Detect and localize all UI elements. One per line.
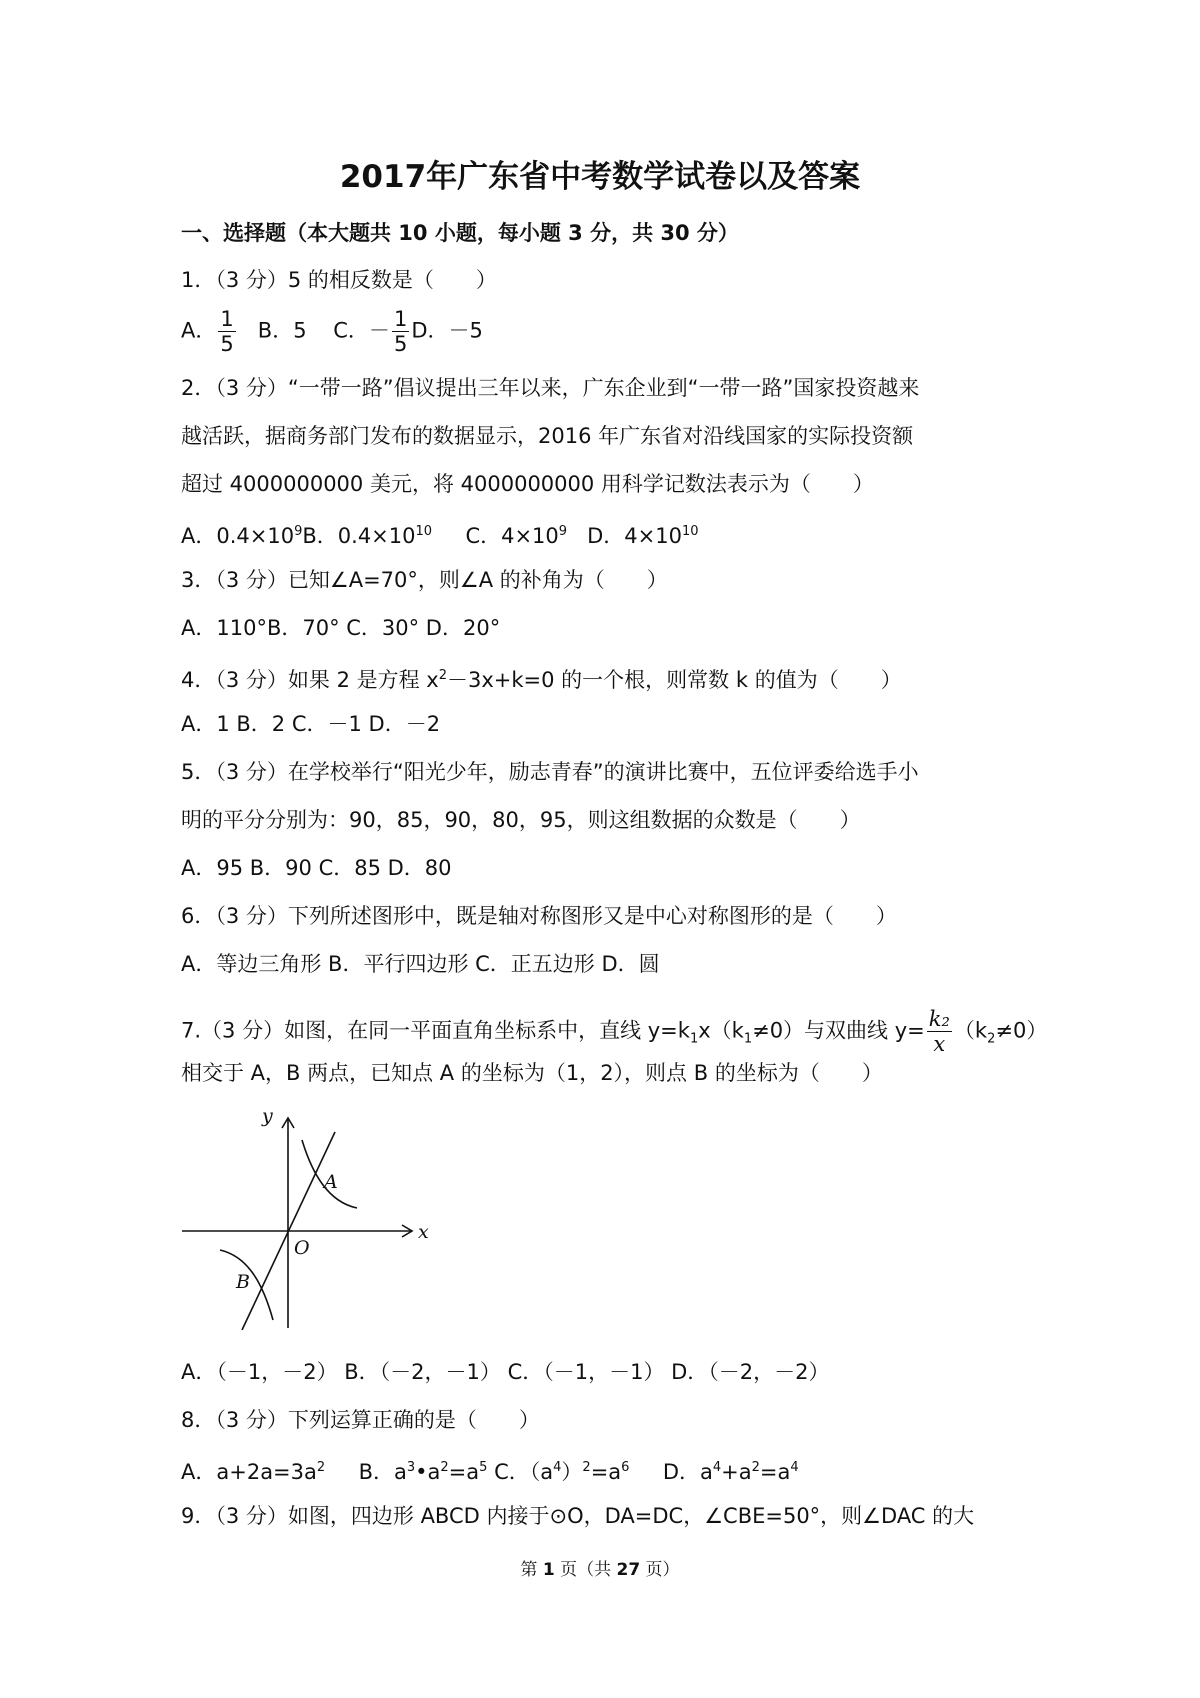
q5-line-1: 5．（3 分）在学校举行“阳光少年，励志青春”的演讲比赛中，五位评委给选手小 (181, 760, 919, 784)
section-heading: 一、选择题（本大题共 10 小题，每小题 3 分，共 30 分） (181, 221, 739, 245)
page-footer (0, 1555, 1200, 1580)
q4-stem (181, 661, 902, 695)
q5-line-2: 明的平分分别为：90，85，90，80，95，则这组数据的众数是（ ） (181, 808, 861, 832)
page-total: 27 (616, 1560, 641, 1580)
fraction-numerator: 1 (393, 307, 408, 331)
fraction-denominator: 5 (220, 332, 234, 356)
q8-option-d-part: =a (759, 1460, 791, 1484)
q2-option-c: C．4×10 (465, 524, 559, 548)
q8-option-b: B．a (358, 1460, 407, 1484)
q1-option-c-fraction (392, 307, 409, 356)
exponent: 10 (681, 524, 699, 539)
q7-line-2: 相交于 A，B 两点，已知点 A 的坐标为（1，2），则点 B 的坐标为（ ） (181, 1061, 883, 1085)
q8-option-d: D．a (662, 1460, 713, 1484)
q1-option-b: B．5 (257, 318, 307, 343)
q7-text-part: ≠0）与双曲线 y= (752, 1018, 925, 1043)
exponent: 4 (712, 1460, 722, 1475)
footer-text: 第 (520, 1560, 543, 1580)
q1-option-d: D．－5 (411, 318, 483, 343)
subscript: 2 (987, 1031, 996, 1047)
label-point-a: A (324, 1171, 338, 1193)
q1-option-a-label: A． (181, 318, 217, 343)
q8-options (181, 1453, 799, 1487)
exponent: 3 (406, 1460, 416, 1475)
q8-option-a: A．a+2a=3a (181, 1460, 317, 1484)
page-number: 1 (542, 1560, 555, 1580)
exponent: 4 (553, 1460, 562, 1475)
q7-coordinate-figure (180, 1098, 430, 1330)
q7-text-part: （k (953, 1018, 988, 1043)
q7-line-1 (181, 1007, 1047, 1056)
exponent: 2 (438, 668, 447, 683)
fraction-denominator: 5 (393, 332, 408, 356)
q7-options: A．（－1，－2） B．（－2，－1） C．（－1，－1） D．（－2，－2） (181, 1360, 830, 1384)
q8-stem: 8．（3 分）下列运算正确的是（ ） (181, 1408, 540, 1432)
q5-options: A．95 B．90 C．85 D．80 (181, 856, 452, 880)
q8-option-c: C．（a (487, 1460, 554, 1484)
q2-option-a: A．0.4×10 (181, 524, 295, 548)
exponent: 2 (751, 1460, 760, 1475)
q4-stem-part-2: －3x+k=0 的一个根，则常数 k 的值为（ ） (447, 668, 902, 692)
q3-stem: 3．（3 分）已知∠A=70°，则∠A 的补角为（ ） (181, 568, 668, 592)
exponent: 9 (294, 524, 303, 539)
q2-line-3: 超过 4000000000 美元，将 4000000000 用科学记数法表示为（ ） (181, 472, 874, 496)
footer-text: 页） (640, 1560, 680, 1580)
exponent: 4 (790, 1460, 799, 1475)
footer-text: 页（共 (554, 1560, 617, 1580)
label-y: y (262, 1105, 273, 1127)
q3-options: A．110°B．70° C．30° D．20° (181, 616, 501, 640)
fraction-numerator: k₂ (928, 1007, 950, 1031)
q8-option-b-part: •a (415, 1460, 441, 1484)
page-title: 2017年广东省中考数学试卷以及答案 (339, 159, 861, 195)
fraction-denominator: x (933, 1032, 946, 1056)
q8-option-c-part: =a (590, 1460, 622, 1484)
label-origin: O (294, 1237, 310, 1259)
q1-option-a-fraction (218, 307, 235, 356)
fraction-numerator: 1 (220, 307, 234, 331)
q7-text-part: x（k (698, 1018, 744, 1043)
subscript: 1 (743, 1031, 753, 1047)
exponent: 10 (415, 524, 433, 539)
q7-text-part: 7.（3 分）如图，在同一平面直角坐标系中，直线 y=k (181, 1018, 690, 1043)
q1-option-c-label: C．－ (333, 318, 390, 343)
exponent: 2 (316, 1460, 326, 1475)
exponent: 6 (621, 1460, 630, 1475)
subscript: 1 (689, 1031, 699, 1047)
q7-text-part: ≠0） (995, 1018, 1048, 1043)
q7-hyperbola-fraction (927, 1007, 952, 1056)
q2-options (181, 517, 699, 551)
q6-stem: 6．（3 分）下列所述图形中，既是轴对称图形又是中心对称图形的是（ ） (181, 904, 897, 928)
exponent: 2 (582, 1460, 591, 1475)
q8-option-d-part: +a (721, 1460, 752, 1484)
exponent: 2 (440, 1460, 449, 1475)
q4-options: A．1 B．2 C．－1 D．－2 (181, 712, 441, 736)
q1-options (181, 307, 483, 356)
q9-line-1: 9．（3 分）如图，四边形 ABCD 内接于⊙O，DA=DC，∠CBE=50°，则∠DAC 的大 (181, 1504, 975, 1528)
exponent: 5 (479, 1460, 488, 1475)
q8-option-b-part: =a (448, 1460, 480, 1484)
q2-line-1: 2．（3 分）“一带一路”倡议提出三年以来，广东企业到“一带一路”国家投资越来 (181, 376, 920, 400)
q2-line-2: 越活跃，据商务部门发布的数据显示，2016 年广东省对沿线国家的实际投资额 (181, 424, 914, 448)
q1-stem: 1．（3 分）5 的相反数是（ ） (181, 268, 497, 292)
label-x: x (418, 1221, 429, 1243)
q2-option-b: B．0.4×10 (302, 524, 416, 548)
label-point-b: B (236, 1271, 250, 1293)
q4-stem-part-1: 4．（3 分）如果 2 是方程 x (181, 668, 439, 692)
exponent: 9 (558, 524, 568, 539)
q2-option-d: D．4×10 (587, 524, 682, 548)
q8-option-c-part: ） (561, 1460, 583, 1484)
q6-options: A．等边三角形 B．平行四边形 C．正五边形 D．圆 (181, 952, 660, 976)
